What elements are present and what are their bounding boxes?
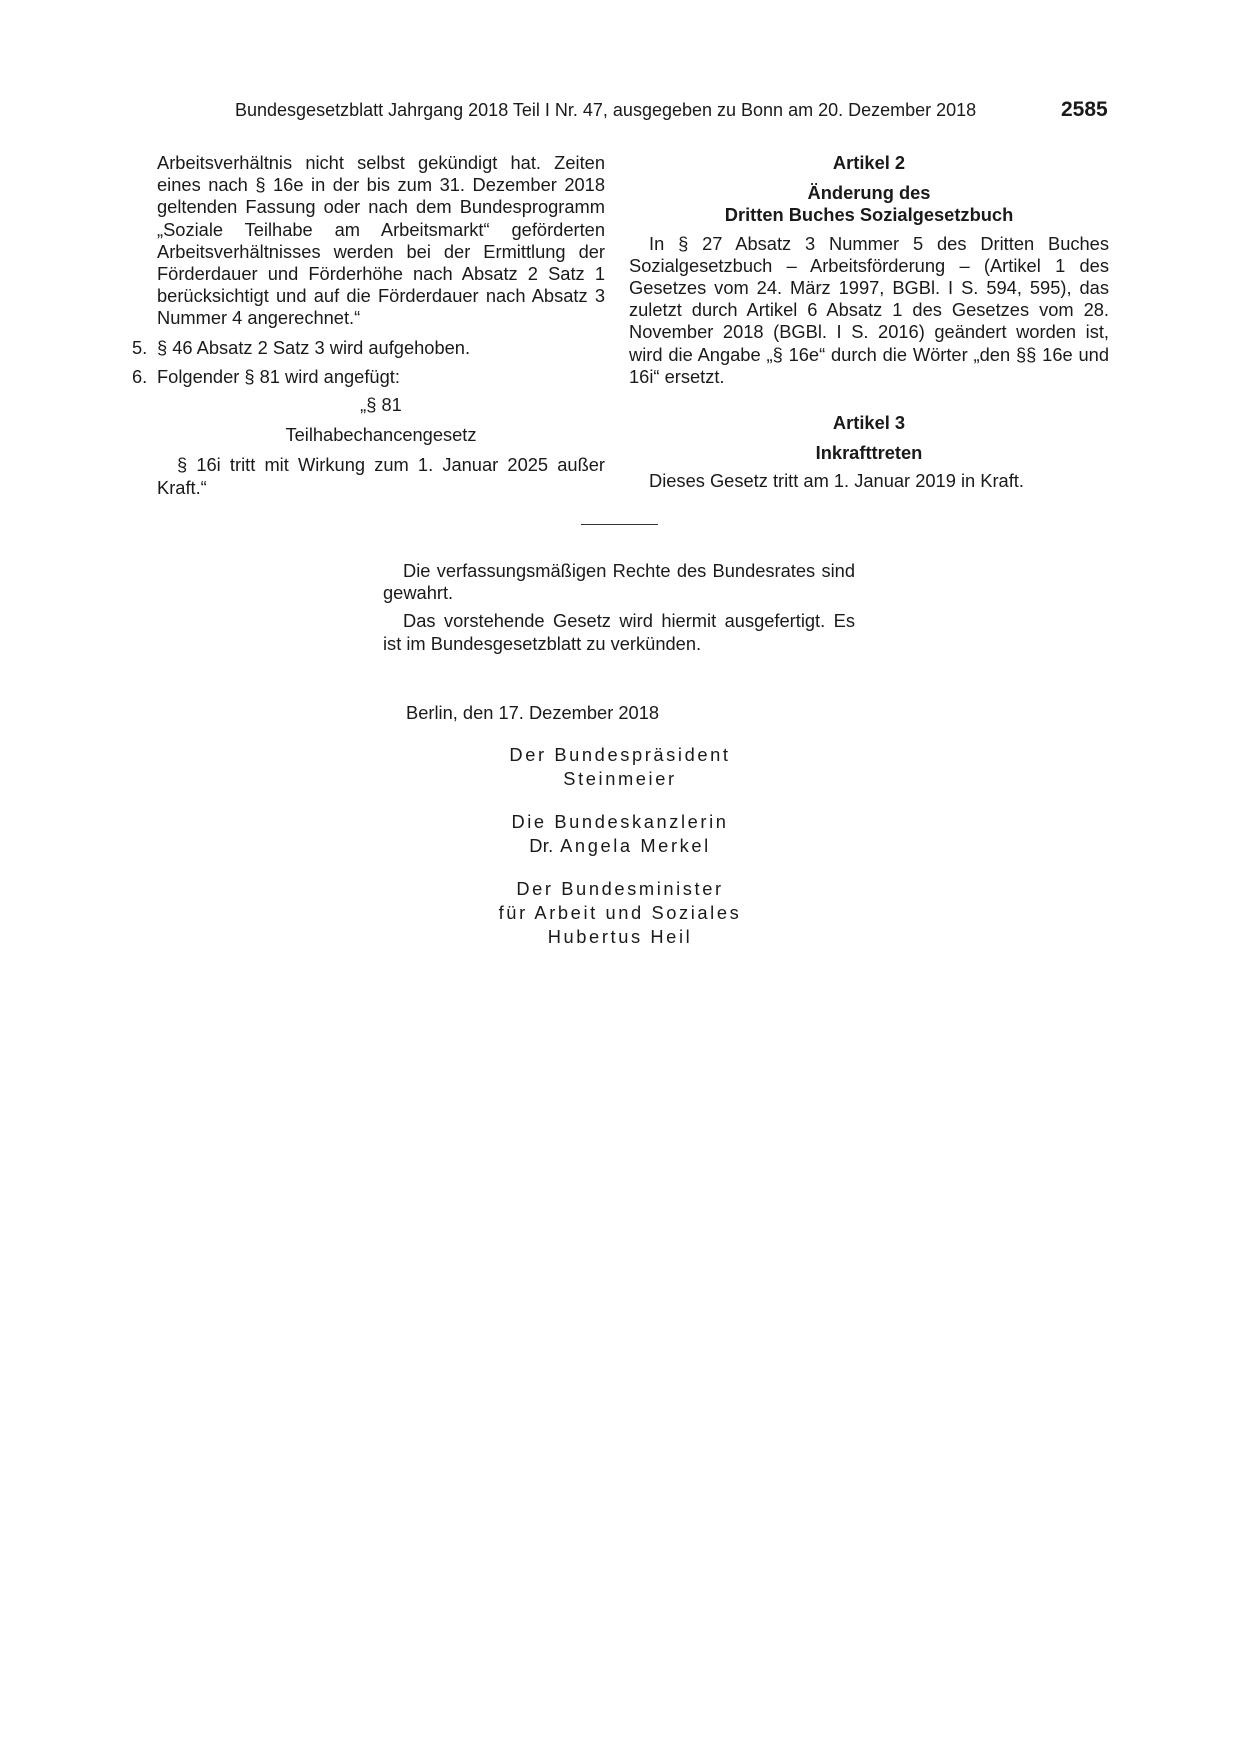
page-number: 2585 [1061,98,1108,121]
place-date: Berlin, den 17. Dezember 2018 [406,702,660,723]
signatory-president [440,743,800,791]
closing-paragraph-2: Das vorstehende Gesetz wird hiermit ausgefertigt. Es ist im Bundesgesetzblatt zu verkünden. [383,610,855,654]
right-column [629,152,1109,493]
divider-rule [581,524,658,525]
article-2-title-line2: Dritten Buches Sozialgesetzbuch [724,204,1014,226]
closing-block [383,560,855,655]
section-heading: „§ 81 [360,394,402,416]
list-item-text: Folgender § 81 wird angefügt: [157,365,400,387]
article-2-heading: Artikel 2 [832,152,906,173]
signatory-name: Hubertus Heil [547,926,693,947]
signatory-name: Angela Merkel [560,835,711,856]
running-header: Bundesgesetzblatt Jahrgang 2018 Teil I Nr. 47, ausgegeben zu Bonn am 20. Dezember 2018 [235,100,977,120]
signatory-role: Die Bundeskanzlerin [511,811,729,832]
list-item-number: 5. [132,336,148,358]
left-column [132,152,605,499]
list-item-text: § 46 Absatz 2 Satz 3 wird aufgehoben. [157,336,471,358]
closing-paragraph-1: Die verfassungsmäßigen Rechte des Bundesrates sind gewahrt. [383,560,855,604]
article-2-text: In § 27 Absatz 3 Nummer 5 des Dritten Buches Sozialgesetzbuch – Arbeitsförderung – (Artikel 1 des Gesetzes vom 24. März 1997, BGBl. I S. 594, 595), das zuletzt durch Artikel 6 Absatz 1 des Gesetzes vom 28. November 2018 (BGBl. I S. 2016) geändert worden ist, wird die Angabe „§ 16e“ durch die Wörter „den §§ 16e und 16i“ ersetzt. [629,232,1109,387]
signatory-chancellor [440,810,800,858]
article-3-title: Inkrafttreten [815,442,923,464]
article-2-title-line1: Änderung des [807,182,931,204]
signatory-name-line [440,834,800,858]
signatory-minister [440,877,800,949]
article-3-text: Dieses Gesetz tritt am 1. Januar 2019 in Kraft. [649,470,1024,492]
list-item [132,336,605,359]
signatory-role: Der Bundesminister [516,878,724,899]
signatory-role: Der Bundespräsident [509,744,731,765]
signatory-title: Dr. [529,835,554,856]
signatory-role-line2: für Arbeit und Soziales [498,902,742,923]
signatory-name: Steinmeier [563,768,677,789]
list-item [132,365,605,388]
article-3-heading: Artikel 3 [832,412,906,434]
signature-block [440,743,800,968]
section-text: § 16i tritt mit Wirkung zum 1. Januar 2025 außer Kraft.“ [157,454,605,498]
list-item-number: 6. [132,365,148,387]
continuation-paragraph: Arbeitsverhältnis nicht selbst gekündigt hat. Zeiten eines nach § 16e in der bis zum 31. Dezember 2018 geltenden Fassung oder nach dem Bundesprogramm „Soziale Teilhabe am Arbeitsmarkt“ geförderten Arbeitsverhältnisses werden bei der Ermittlung der Förderdauer und Förderhöhe nach Absatz 2 Satz 1 berücksichtigt und auf die Förderdauer nach Absatz 3 Nummer 4 angerechnet.“ [157,152,605,329]
section-title: Teilhabechancengesetz [285,424,477,446]
